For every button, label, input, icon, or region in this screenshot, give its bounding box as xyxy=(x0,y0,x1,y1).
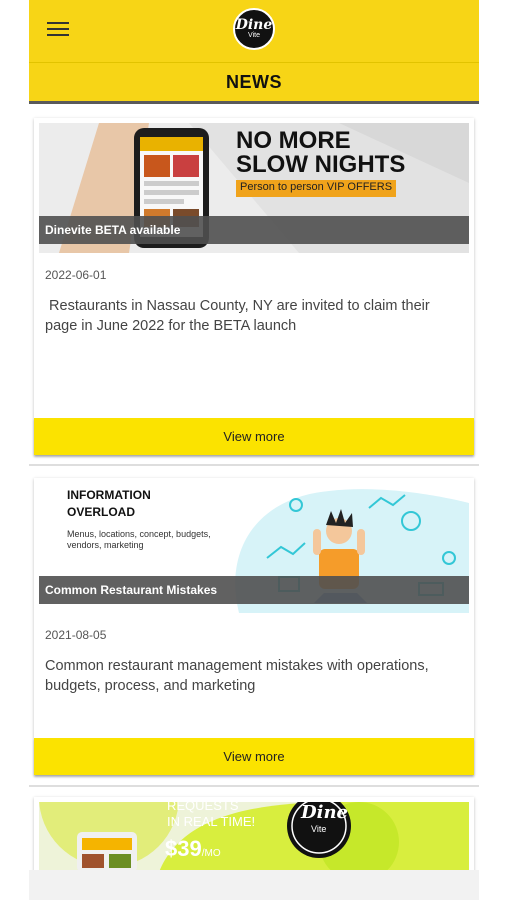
page-title: NEWS xyxy=(226,71,282,92)
image-headline-1: REQUESTS xyxy=(167,802,239,813)
news-image[interactable] xyxy=(39,802,469,872)
news-description: Restaurants in Nassau County, NY are invited to claim their page in June 2022 for the BETA launch xyxy=(45,298,434,334)
news-date: 2021-08-05 xyxy=(45,628,107,642)
promo-logo-text: Dine xyxy=(301,802,348,823)
news-caption: Common Restaurant Mistakes xyxy=(39,576,469,604)
app-header xyxy=(29,0,479,62)
divider xyxy=(29,785,479,787)
view-more-button[interactable]: View more xyxy=(34,418,474,455)
logo-subtext: Vite xyxy=(248,32,260,39)
logo-text: Dine xyxy=(235,17,273,33)
divider xyxy=(29,464,479,466)
image-sub: Menus, locations, concept, budgets, vendors, marketing xyxy=(67,529,211,550)
hamburger-menu-icon[interactable] xyxy=(47,20,69,38)
price-value: $39 xyxy=(165,836,202,861)
news-card xyxy=(34,478,474,775)
price xyxy=(165,836,221,862)
news-image[interactable] xyxy=(39,123,469,253)
news-date: 2022-06-01 xyxy=(45,268,107,282)
news-description: Common restaurant management mistakes with operations, budgets, process, and marketing xyxy=(45,658,429,694)
news-image[interactable] xyxy=(39,483,469,613)
image-headline-1: INFORMATION xyxy=(67,488,151,502)
dinevite-logo[interactable] xyxy=(233,8,275,50)
app-screen xyxy=(29,0,479,900)
view-more-button[interactable]: View more xyxy=(34,738,474,775)
image-headline-2: IN REAL TIME! xyxy=(167,814,256,829)
image-headline-2: SLOW NIGHTS xyxy=(236,151,406,178)
image-headline-2: OVERLOAD xyxy=(67,505,136,519)
page-title-bar xyxy=(29,62,479,104)
image-tag: Person to person VIP OFFERS xyxy=(240,181,393,193)
price-unit: /MO xyxy=(201,848,221,859)
promo-logo-subtext: Vite xyxy=(311,824,327,834)
news-card xyxy=(34,118,474,455)
news-caption: Dinevite BETA available xyxy=(39,216,469,244)
bottom-bar xyxy=(29,870,479,900)
news-card xyxy=(34,797,474,877)
pricing-promo-illustration xyxy=(39,802,469,872)
image-headline-1: NO MORE xyxy=(236,127,351,154)
